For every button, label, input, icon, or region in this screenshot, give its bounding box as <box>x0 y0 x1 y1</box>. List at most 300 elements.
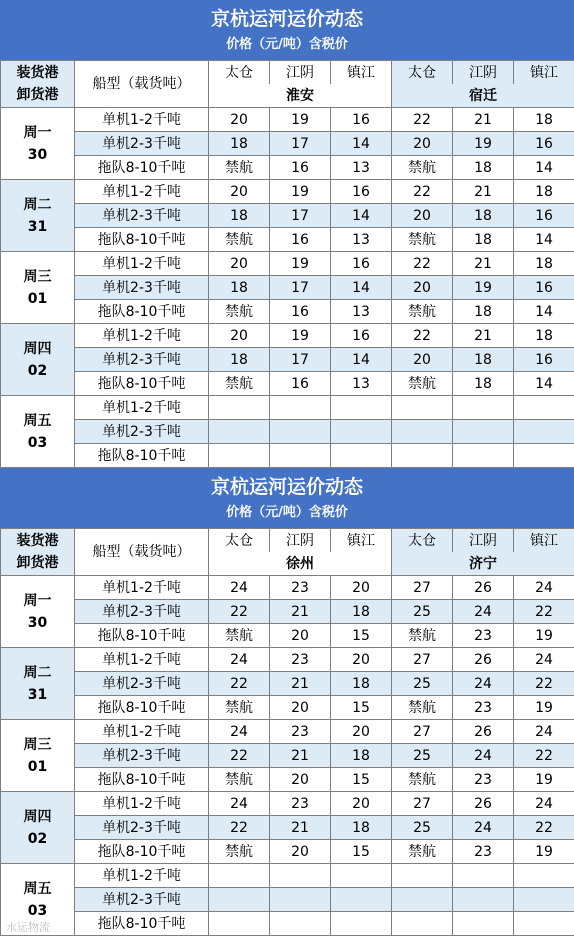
ship-type: 单机2-3千吨 <box>75 888 209 912</box>
price-cell: 15 <box>331 768 392 792</box>
watermark: 水运物流 <box>6 922 50 934</box>
price-cell: 26 <box>453 576 514 600</box>
price-cell: 禁航 <box>392 840 453 864</box>
weekday: 周一 <box>23 592 52 609</box>
table-row <box>1 348 574 372</box>
origin-port: 镇江 <box>514 529 574 553</box>
price-cell: 禁航 <box>209 624 270 648</box>
price-cell <box>453 864 514 888</box>
origin-port: 太仓 <box>209 61 270 85</box>
price-cell: 18 <box>514 180 574 204</box>
ship-type: 单机1-2千吨 <box>75 252 209 276</box>
origin-port: 江阴 <box>270 61 331 85</box>
price-cell: 13 <box>331 156 392 180</box>
loading-port-label: 装货港 <box>16 65 59 81</box>
table-row <box>1 204 574 228</box>
price-cell: 21 <box>270 672 331 696</box>
day-label <box>1 792 75 864</box>
price-cell: 18 <box>514 252 574 276</box>
weekday: 周四 <box>23 808 52 825</box>
ship-type: 单机1-2千吨 <box>75 864 209 888</box>
price-cell: 25 <box>392 744 453 768</box>
destination-port: 济宁 <box>392 552 574 576</box>
price-cell <box>209 444 270 468</box>
weekday: 周三 <box>23 736 52 753</box>
origin-port: 镇江 <box>331 529 392 553</box>
price-cell: 16 <box>331 252 392 276</box>
table-row <box>1 816 574 840</box>
day-label <box>1 396 75 468</box>
ship-type: 单机2-3千吨 <box>75 132 209 156</box>
price-cell: 22 <box>514 744 574 768</box>
price-cell <box>514 888 574 912</box>
ship-type: 单机2-3千吨 <box>75 600 209 624</box>
price-cell <box>270 864 331 888</box>
ship-type: 单机2-3千吨 <box>75 744 209 768</box>
price-cell: 禁航 <box>392 768 453 792</box>
ship-type: 单机1-2千吨 <box>75 396 209 420</box>
price-cell <box>453 444 514 468</box>
price-cell: 14 <box>331 204 392 228</box>
price-cell: 17 <box>270 132 331 156</box>
table-row <box>1 252 574 276</box>
price-cell <box>514 912 574 936</box>
ship-type: 拖队8-10千吨 <box>75 696 209 720</box>
price-cell: 22 <box>209 672 270 696</box>
price-cell <box>270 420 331 444</box>
price-cell: 禁航 <box>392 624 453 648</box>
table-row <box>1 864 574 888</box>
price-cell: 25 <box>392 816 453 840</box>
date: 31 <box>27 218 48 235</box>
weekday: 周一 <box>23 124 52 141</box>
price-cell: 24 <box>453 744 514 768</box>
price-cell: 24 <box>209 648 270 672</box>
table-row <box>1 648 574 672</box>
day-label <box>1 180 75 252</box>
price-cell: 18 <box>453 156 514 180</box>
price-cell: 20 <box>270 696 331 720</box>
price-cell <box>514 396 574 420</box>
date: 01 <box>27 758 48 775</box>
price-cell: 18 <box>453 228 514 252</box>
price-cell: 18 <box>209 348 270 372</box>
section-title: 京杭运河运价动态 <box>210 8 363 30</box>
unloading-port-label: 卸货港 <box>16 87 59 103</box>
price-cell: 24 <box>453 600 514 624</box>
rate-section-1 <box>0 0 574 466</box>
ship-type: 拖队8-10千吨 <box>75 768 209 792</box>
weekday: 周五 <box>23 880 52 897</box>
price-cell: 24 <box>514 648 574 672</box>
date: 31 <box>27 686 48 703</box>
price-cell: 20 <box>270 840 331 864</box>
price-cell: 24 <box>514 792 574 816</box>
ship-type: 单机2-3千吨 <box>75 348 209 372</box>
ship-type: 单机1-2千吨 <box>75 108 209 132</box>
price-cell: 25 <box>392 672 453 696</box>
price-cell: 16 <box>270 156 331 180</box>
table-row <box>1 276 574 300</box>
price-cell: 23 <box>270 576 331 600</box>
ship-type: 拖队8-10千吨 <box>75 156 209 180</box>
ship-type-header: 船型（载货吨） <box>75 61 209 108</box>
ship-type: 单机2-3千吨 <box>75 204 209 228</box>
price-cell: 24 <box>209 576 270 600</box>
price-cell: 18 <box>453 300 514 324</box>
table-row <box>1 600 574 624</box>
price-cell <box>209 864 270 888</box>
price-cell <box>331 444 392 468</box>
price-cell: 21 <box>270 816 331 840</box>
price-cell: 21 <box>453 180 514 204</box>
price-cell: 20 <box>331 576 392 600</box>
price-cell: 17 <box>270 276 331 300</box>
price-cell: 16 <box>270 300 331 324</box>
price-cell: 21 <box>453 252 514 276</box>
section-subtitle: 价格（元/吨）含税价 <box>226 37 348 52</box>
weekday: 周三 <box>23 268 52 285</box>
section-subtitle: 价格（元/吨）含税价 <box>226 505 348 520</box>
price-cell: 18 <box>514 324 574 348</box>
table-row <box>1 768 574 792</box>
price-cell <box>392 888 453 912</box>
price-cell: 禁航 <box>209 840 270 864</box>
price-cell: 22 <box>392 324 453 348</box>
price-cell <box>331 396 392 420</box>
weekday: 周五 <box>23 412 52 429</box>
price-cell <box>209 888 270 912</box>
price-cell: 22 <box>392 180 453 204</box>
ship-type: 拖队8-10千吨 <box>75 444 209 468</box>
table-row <box>1 324 574 348</box>
price-cell: 14 <box>514 156 574 180</box>
price-cell: 14 <box>514 372 574 396</box>
price-cell: 20 <box>392 348 453 372</box>
price-cell: 24 <box>453 672 514 696</box>
ship-type: 拖队8-10千吨 <box>75 300 209 324</box>
price-cell: 禁航 <box>209 300 270 324</box>
price-cell: 14 <box>331 348 392 372</box>
price-cell: 23 <box>270 648 331 672</box>
price-cell: 15 <box>331 624 392 648</box>
price-cell: 24 <box>209 792 270 816</box>
price-cell: 禁航 <box>392 372 453 396</box>
price-cell: 禁航 <box>392 228 453 252</box>
price-cell: 16 <box>514 132 574 156</box>
price-cell: 19 <box>270 180 331 204</box>
day-label <box>1 720 75 792</box>
table-row <box>1 300 574 324</box>
price-cell: 19 <box>270 108 331 132</box>
price-cell: 20 <box>331 720 392 744</box>
price-cell: 20 <box>392 132 453 156</box>
price-cell: 14 <box>331 276 392 300</box>
table-row <box>1 912 574 936</box>
price-cell: 22 <box>514 600 574 624</box>
price-cell: 禁航 <box>209 696 270 720</box>
price-cell <box>392 396 453 420</box>
port-label <box>1 529 75 576</box>
price-cell <box>392 444 453 468</box>
table-row <box>1 672 574 696</box>
table-row <box>1 744 574 768</box>
port-label <box>1 61 75 108</box>
weekday: 周二 <box>23 196 52 213</box>
price-cell: 24 <box>209 720 270 744</box>
price-cell <box>453 396 514 420</box>
table-row <box>1 624 574 648</box>
price-cell: 禁航 <box>392 696 453 720</box>
ship-type: 单机1-2千吨 <box>75 576 209 600</box>
price-cell: 18 <box>453 348 514 372</box>
price-cell: 27 <box>392 792 453 816</box>
price-cell: 19 <box>270 324 331 348</box>
price-cell: 17 <box>270 204 331 228</box>
origin-port: 江阴 <box>270 529 331 553</box>
ship-type: 拖队8-10千吨 <box>75 840 209 864</box>
price-cell: 22 <box>392 252 453 276</box>
date: 03 <box>27 434 48 451</box>
price-cell: 禁航 <box>392 156 453 180</box>
day-label <box>1 252 75 324</box>
rate-table <box>0 528 574 936</box>
price-cell: 27 <box>392 648 453 672</box>
price-cell: 21 <box>270 744 331 768</box>
price-cell: 16 <box>514 348 574 372</box>
price-cell: 20 <box>392 204 453 228</box>
weekday: 周四 <box>23 340 52 357</box>
ship-type: 单机1-2千吨 <box>75 648 209 672</box>
origin-port: 江阴 <box>453 61 514 85</box>
price-cell: 18 <box>331 744 392 768</box>
price-cell: 16 <box>514 276 574 300</box>
price-cell: 20 <box>331 792 392 816</box>
price-cell <box>392 420 453 444</box>
price-cell: 18 <box>331 600 392 624</box>
price-cell: 23 <box>453 696 514 720</box>
price-cell: 27 <box>392 720 453 744</box>
price-cell: 16 <box>331 180 392 204</box>
ship-type: 单机2-3千吨 <box>75 276 209 300</box>
table-row <box>1 444 574 468</box>
price-cell <box>514 420 574 444</box>
price-cell: 18 <box>209 276 270 300</box>
price-cell: 16 <box>331 324 392 348</box>
price-cell: 14 <box>514 228 574 252</box>
price-cell <box>270 888 331 912</box>
price-cell <box>331 912 392 936</box>
price-cell <box>392 864 453 888</box>
table-row <box>1 372 574 396</box>
day-label <box>1 324 75 396</box>
date: 03 <box>27 902 48 919</box>
price-cell: 14 <box>331 132 392 156</box>
price-cell: 23 <box>270 792 331 816</box>
price-cell: 23 <box>453 840 514 864</box>
table-row <box>1 840 574 864</box>
ship-type: 单机2-3千吨 <box>75 420 209 444</box>
table-row <box>1 888 574 912</box>
price-cell <box>331 888 392 912</box>
price-cell <box>514 864 574 888</box>
price-cell: 27 <box>392 576 453 600</box>
ship-type: 单机1-2千吨 <box>75 720 209 744</box>
price-cell <box>453 888 514 912</box>
price-cell: 24 <box>514 576 574 600</box>
date: 01 <box>27 290 48 307</box>
price-cell <box>270 444 331 468</box>
price-cell: 13 <box>331 372 392 396</box>
price-cell: 16 <box>331 108 392 132</box>
date: 30 <box>27 614 48 631</box>
price-cell: 21 <box>453 324 514 348</box>
table-row <box>1 132 574 156</box>
price-cell: 23 <box>270 720 331 744</box>
price-cell: 22 <box>209 816 270 840</box>
day-label <box>1 108 75 180</box>
price-cell: 26 <box>453 648 514 672</box>
price-cell: 14 <box>514 300 574 324</box>
unloading-port-label: 卸货港 <box>16 555 59 571</box>
day-label <box>1 648 75 720</box>
table-row <box>1 720 574 744</box>
ship-type: 拖队8-10千吨 <box>75 912 209 936</box>
price-cell: 18 <box>453 204 514 228</box>
table-row <box>1 420 574 444</box>
price-cell: 19 <box>514 624 574 648</box>
price-cell: 禁航 <box>392 300 453 324</box>
price-cell: 23 <box>453 624 514 648</box>
rate-section-2 <box>0 468 574 940</box>
weekday: 周二 <box>23 664 52 681</box>
price-cell <box>270 396 331 420</box>
price-cell: 20 <box>270 624 331 648</box>
price-cell: 禁航 <box>209 228 270 252</box>
price-cell: 15 <box>331 696 392 720</box>
price-cell: 25 <box>392 600 453 624</box>
price-cell: 22 <box>209 600 270 624</box>
price-cell: 16 <box>514 204 574 228</box>
table-row <box>1 696 574 720</box>
price-cell: 禁航 <box>209 156 270 180</box>
table-row <box>1 156 574 180</box>
price-cell <box>331 420 392 444</box>
price-cell: 19 <box>514 768 574 792</box>
price-cell <box>331 864 392 888</box>
price-cell: 17 <box>270 348 331 372</box>
origin-port: 太仓 <box>392 529 453 553</box>
price-cell: 22 <box>514 672 574 696</box>
price-cell: 19 <box>453 276 514 300</box>
ship-type: 单机2-3千吨 <box>75 816 209 840</box>
table-row <box>1 396 574 420</box>
table-row <box>1 108 574 132</box>
origin-port: 镇江 <box>331 61 392 85</box>
price-cell <box>514 444 574 468</box>
price-cell: 20 <box>392 276 453 300</box>
destination-port: 徐州 <box>209 552 392 576</box>
price-cell: 22 <box>209 744 270 768</box>
date: 30 <box>27 146 48 163</box>
destination-port: 淮安 <box>209 84 392 108</box>
destination-port: 宿迁 <box>392 84 574 108</box>
table-row <box>1 792 574 816</box>
origin-port: 太仓 <box>209 529 270 553</box>
price-cell: 13 <box>331 300 392 324</box>
ship-type: 拖队8-10千吨 <box>75 624 209 648</box>
price-cell: 21 <box>453 108 514 132</box>
price-cell: 15 <box>331 840 392 864</box>
price-cell: 19 <box>453 132 514 156</box>
ship-type: 单机1-2千吨 <box>75 792 209 816</box>
price-cell <box>453 912 514 936</box>
table-row <box>1 228 574 252</box>
origin-port: 江阴 <box>453 529 514 553</box>
loading-port-label: 装货港 <box>16 533 59 549</box>
table-row <box>1 180 574 204</box>
price-cell: 26 <box>453 792 514 816</box>
section-title: 京杭运河运价动态 <box>210 476 363 498</box>
price-cell: 26 <box>453 720 514 744</box>
price-cell: 禁航 <box>209 768 270 792</box>
price-cell <box>209 420 270 444</box>
price-cell: 19 <box>514 840 574 864</box>
ship-type: 单机1-2千吨 <box>75 180 209 204</box>
price-cell: 18 <box>209 204 270 228</box>
price-cell: 20 <box>209 108 270 132</box>
price-cell: 18 <box>514 108 574 132</box>
price-cell: 20 <box>270 768 331 792</box>
price-cell <box>392 912 453 936</box>
price-cell: 21 <box>270 600 331 624</box>
price-cell: 22 <box>392 108 453 132</box>
price-cell: 16 <box>270 228 331 252</box>
price-cell <box>453 420 514 444</box>
price-cell: 16 <box>270 372 331 396</box>
price-cell: 19 <box>514 696 574 720</box>
price-cell: 禁航 <box>209 372 270 396</box>
price-cell: 23 <box>453 768 514 792</box>
price-cell: 20 <box>209 324 270 348</box>
ship-type: 单机1-2千吨 <box>75 324 209 348</box>
price-cell: 20 <box>209 180 270 204</box>
day-label <box>1 576 75 648</box>
price-cell <box>209 396 270 420</box>
origin-port: 太仓 <box>392 61 453 85</box>
origin-port: 镇江 <box>514 61 574 85</box>
table-row <box>1 576 574 600</box>
rate-table <box>0 60 574 468</box>
price-cell <box>209 912 270 936</box>
ship-type: 单机2-3千吨 <box>75 672 209 696</box>
price-cell: 13 <box>331 228 392 252</box>
price-cell: 18 <box>453 372 514 396</box>
price-cell: 24 <box>514 720 574 744</box>
price-cell: 18 <box>331 672 392 696</box>
price-cell: 20 <box>331 648 392 672</box>
price-cell: 24 <box>453 816 514 840</box>
price-cell: 18 <box>331 816 392 840</box>
price-cell: 19 <box>270 252 331 276</box>
price-cell: 18 <box>209 132 270 156</box>
ship-type: 拖队8-10千吨 <box>75 372 209 396</box>
date: 02 <box>27 830 48 847</box>
date: 02 <box>27 362 48 379</box>
ship-type-header: 船型（载货吨） <box>75 529 209 576</box>
ship-type: 拖队8-10千吨 <box>75 228 209 252</box>
price-cell: 22 <box>514 816 574 840</box>
